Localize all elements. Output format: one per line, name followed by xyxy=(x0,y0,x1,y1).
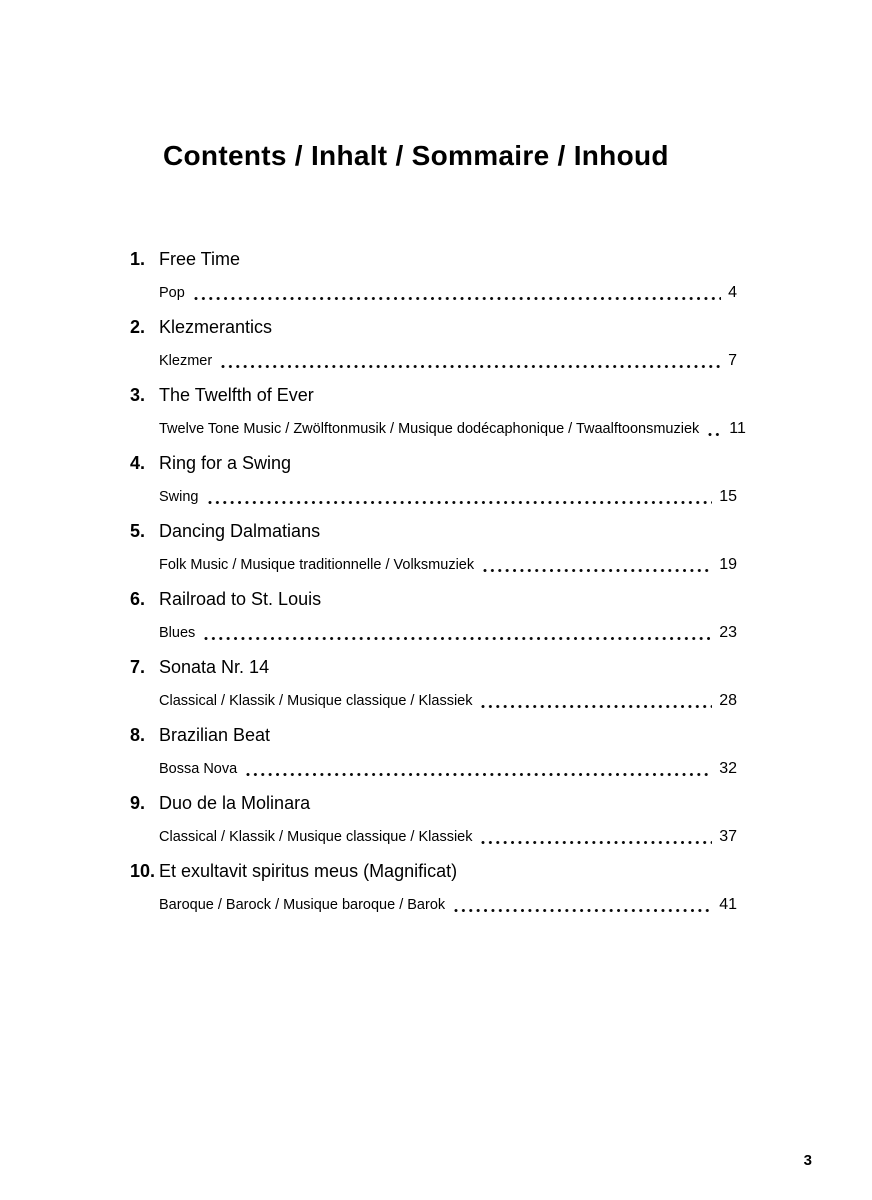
toc-item-subtitle-row xyxy=(130,893,737,917)
toc-item-title-row xyxy=(130,791,737,815)
toc-item-number: 10. xyxy=(130,861,156,881)
dotted-leader xyxy=(246,771,712,778)
dotted-leader xyxy=(454,907,712,914)
dotted-leader xyxy=(708,431,722,438)
toc-item-title: The Twelfth of Ever xyxy=(159,385,314,405)
toc-item-title: Brazilian Beat xyxy=(159,725,271,745)
toc-item-genre: Swing xyxy=(159,489,199,505)
toc-item-number: 7. xyxy=(130,657,146,677)
toc-item-subtitle-row xyxy=(130,281,737,305)
toc-item-title-row xyxy=(130,587,737,611)
toc-item-subtitle-row xyxy=(130,485,737,509)
toc-item-title-row xyxy=(130,247,737,271)
toc-item-page-number: 37 xyxy=(719,828,737,845)
toc-item-title: Duo de la Molinara xyxy=(159,793,311,813)
page-title: Contents / Inhalt / Sommaire / Inhoud xyxy=(163,140,669,171)
toc-item-genre: Klezmer xyxy=(159,353,213,369)
toc-item-page-number: 19 xyxy=(719,556,737,573)
toc-item-page-number: 4 xyxy=(728,284,737,301)
dotted-leader xyxy=(194,295,721,302)
toc-item-title: Klezmerantics xyxy=(159,317,273,337)
toc-item-title-row xyxy=(130,315,737,339)
toc-item-genre: Folk Music / Musique traditionnelle / Volksmuziek xyxy=(159,557,475,573)
toc-item-subtitle-row xyxy=(130,621,737,645)
dotted-leader xyxy=(204,635,712,642)
toc-item xyxy=(130,247,737,305)
toc-item-page-number: 32 xyxy=(719,760,737,777)
toc-item xyxy=(130,655,737,713)
toc-item xyxy=(130,859,737,917)
toc-item-number: 6. xyxy=(130,589,146,609)
toc-item-number: 2. xyxy=(130,317,146,337)
toc-item-number: 8. xyxy=(130,725,146,745)
toc-item-title: Et exultavit spiritus meus (Magnificat) xyxy=(159,861,458,881)
toc-item-genre: Classical / Klassik / Musique classique / Klassiek xyxy=(159,693,473,709)
toc-item xyxy=(130,723,737,781)
toc-item-number: 1. xyxy=(130,249,146,269)
toc-item-title: Ring for a Swing xyxy=(159,453,292,473)
toc-item-page-number: 23 xyxy=(719,624,737,641)
toc-item-number: 4. xyxy=(130,453,146,473)
toc-item-genre: Baroque / Barock / Musique baroque / Barok xyxy=(159,897,446,913)
toc-item-title-row xyxy=(130,655,737,679)
toc-item-genre: Twelve Tone Music / Zwölftonmusik / Musique dodécaphonique / Twaalftoonsmuziek xyxy=(159,421,700,437)
folio-page-number: 3 xyxy=(803,1152,812,1169)
toc-item-genre: Blues xyxy=(159,625,196,641)
toc-item-title: Sonata Nr. 14 xyxy=(159,657,270,677)
toc-item-title-row xyxy=(130,519,737,543)
toc-item-number: 3. xyxy=(130,385,146,405)
toc-item-subtitle-row xyxy=(130,825,737,849)
toc-item-title-row xyxy=(130,451,737,475)
toc-item-page-number: 41 xyxy=(719,896,737,913)
toc-list xyxy=(130,247,746,927)
toc-item-title-row xyxy=(130,723,737,747)
toc-item xyxy=(130,451,737,509)
toc-item-number: 9. xyxy=(130,793,146,813)
dotted-leader xyxy=(481,839,712,846)
toc-item-subtitle-row xyxy=(130,553,737,577)
toc-item-genre: Classical / Klassik / Musique classique / Klassiek xyxy=(159,829,473,845)
dotted-leader xyxy=(483,567,712,574)
toc-item-subtitle-row xyxy=(130,417,746,441)
toc-item-subtitle-row xyxy=(130,349,737,373)
toc-item-page-number: 15 xyxy=(719,488,737,505)
toc-item-page-number: 7 xyxy=(728,352,737,369)
toc-item-title: Free Time xyxy=(159,249,241,269)
toc-item-page-number: 28 xyxy=(719,692,737,709)
toc-item-genre: Pop xyxy=(159,285,185,301)
toc-item xyxy=(130,587,737,645)
toc-item-subtitle-row xyxy=(130,757,737,781)
toc-item xyxy=(130,315,737,373)
toc-item-title-row xyxy=(130,859,737,883)
toc-item-subtitle-row xyxy=(130,689,737,713)
toc-item xyxy=(130,791,737,849)
dotted-leader xyxy=(221,363,721,370)
toc-item xyxy=(130,383,746,441)
toc-item-title: Railroad to St. Louis xyxy=(159,589,322,609)
toc-item xyxy=(130,519,737,577)
dotted-leader xyxy=(208,499,713,506)
toc-item-page-number: 11 xyxy=(729,420,746,437)
toc-item-number: 5. xyxy=(130,521,146,541)
toc-item-genre: Bossa Nova xyxy=(159,761,238,777)
toc-item-title: Dancing Dalmatians xyxy=(159,521,321,541)
toc-item-title-row xyxy=(130,383,737,407)
dotted-leader xyxy=(481,703,712,710)
